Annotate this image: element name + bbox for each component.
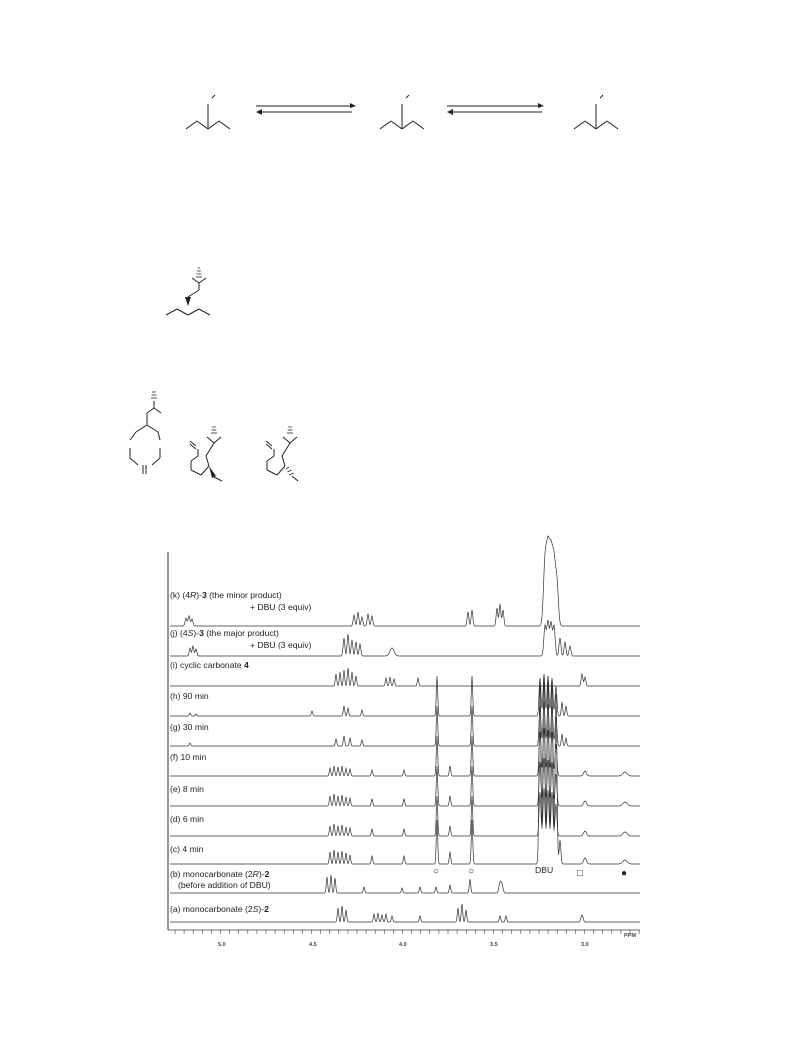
trace-label-g: (g) 30 min xyxy=(170,722,209,732)
spectrum-trace-d xyxy=(170,788,640,836)
trace-label-b-line2: (before addition of DBU) xyxy=(178,880,271,890)
trace-label-f: (f) 10 min xyxy=(170,752,207,762)
spectrum-trace-k xyxy=(170,536,640,626)
spectrum-trace-c xyxy=(170,674,640,864)
tick-label-3-5: 3.5 xyxy=(490,942,498,948)
dot-marker: ● xyxy=(621,868,628,879)
x-axis-ticks xyxy=(175,930,639,934)
trace-label-k-line2: + DBU (3 equiv) xyxy=(250,602,312,612)
trace-label-j-line2: + DBU (3 equiv) xyxy=(250,640,312,650)
dbu-annotation: DBU xyxy=(535,865,554,875)
spectrum-trace-e xyxy=(170,758,640,806)
tick-label-3-0: 3.0 xyxy=(581,942,589,948)
trace-label-a: (a) monocarbonate (2S)-2 xyxy=(170,904,269,914)
x-axis-unit: PPM xyxy=(624,933,636,939)
trace-label-e: (e) 8 min xyxy=(170,784,204,794)
trace-label-c: (c) 4 min xyxy=(170,844,204,854)
spectrum-trace-i xyxy=(170,668,640,686)
spectrum-trace-g xyxy=(170,702,640,746)
spectrum-trace-j xyxy=(170,620,640,656)
circle-marker-2: ○ xyxy=(468,866,475,877)
tick-label-5-0: 5.0 xyxy=(218,942,226,948)
square-marker: □ xyxy=(577,868,584,879)
tick-label-4-0: 4.0 xyxy=(399,942,407,948)
trace-label-k: (k) (4R)-3 (the minor product) xyxy=(170,590,282,600)
trace-label-j: (j) (4S)-3 (the major product) xyxy=(170,628,279,638)
tick-label-4-5: 4.5 xyxy=(309,942,317,948)
trace-label-d: (d) 6 min xyxy=(170,814,204,824)
spectrum-trace-f xyxy=(170,728,640,776)
trace-label-b: (b) monocarbonate (2R)-2 xyxy=(170,869,270,879)
trace-label-h: (h) 90 min xyxy=(170,691,209,701)
circle-marker-1: ○ xyxy=(433,866,440,877)
trace-label-i: (i) cyclic carbonate 4 xyxy=(170,660,249,670)
spectrum-trace-h xyxy=(170,674,640,716)
